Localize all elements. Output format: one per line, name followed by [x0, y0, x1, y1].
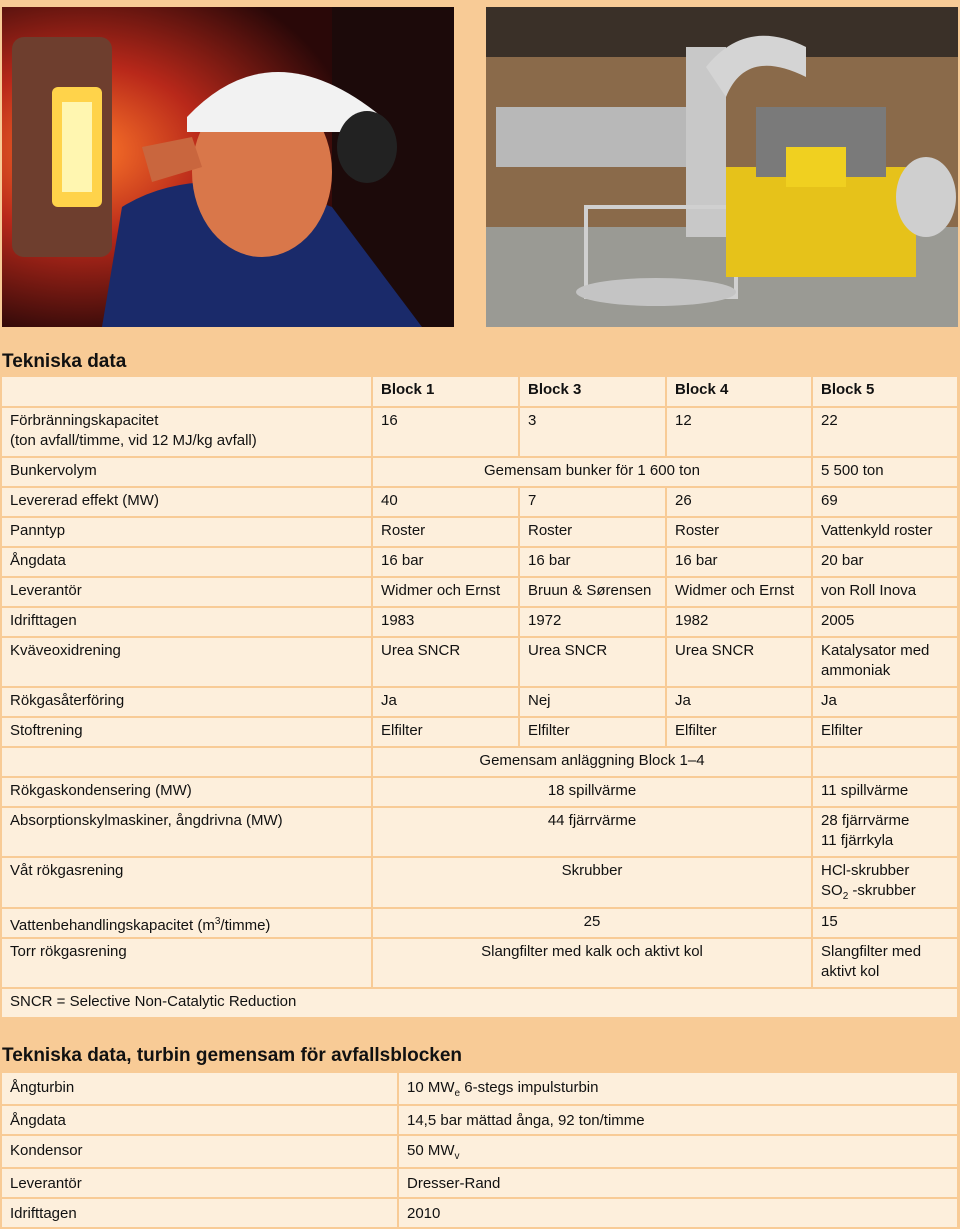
cell: Ja	[666, 687, 812, 717]
cell-line: Katalysator med	[821, 642, 930, 659]
row-idrifttagen	[2, 607, 958, 637]
header-block-5: Block 5	[812, 377, 958, 407]
header-block-1: Block 1	[372, 377, 519, 407]
tekniska-data-title: Tekniska data	[2, 351, 127, 372]
row-rokgasaterforing	[2, 687, 958, 717]
cell: Elfilter	[812, 717, 958, 747]
row-turbin-angdata	[2, 1105, 958, 1135]
cell: 5 500 ton	[812, 457, 958, 487]
cell: Elfilter	[519, 717, 666, 747]
cell-shared: Skrubber	[372, 857, 812, 908]
cell-line: 11 fjärrkyla	[821, 832, 894, 849]
row-label: Idrifttagen	[2, 1198, 398, 1228]
row-turbin-idrifttagen	[2, 1198, 958, 1228]
cell	[398, 1073, 958, 1105]
row-angturbin	[2, 1073, 958, 1105]
cell: 2005	[812, 607, 958, 637]
cell-shared: 18 spillvärme	[372, 777, 812, 807]
cell-line: 28 fjärrvärme	[821, 812, 910, 829]
header-empty	[2, 377, 372, 407]
row-label: Ångturbin	[2, 1073, 398, 1105]
cell: Urea SNCR	[372, 637, 519, 687]
label-post: /timme)	[220, 917, 271, 934]
photo-worker-inspection	[2, 7, 454, 327]
row-leverantor	[2, 577, 958, 607]
row-forbranning	[2, 407, 958, 457]
cell	[398, 1135, 958, 1168]
row-label: Stoftrening	[2, 717, 372, 747]
cell: 69	[812, 487, 958, 517]
row-label: Idrifttagen	[2, 607, 372, 637]
cell	[812, 857, 958, 908]
cell-shared: Gemensam bunker för 1 600 ton	[372, 457, 812, 487]
turbin-data-table	[2, 1073, 959, 1229]
cell: Nej	[519, 687, 666, 717]
row-label: Panntyp	[2, 517, 372, 547]
value-pre: 50 MW	[407, 1142, 455, 1159]
cell: 2010	[398, 1198, 958, 1228]
value-pre: 10 MW	[407, 1079, 455, 1096]
cell: Widmer och Ernst	[666, 577, 812, 607]
cell: Roster	[372, 517, 519, 547]
cell: 1972	[519, 607, 666, 637]
cell: 16 bar	[519, 547, 666, 577]
row-label	[2, 908, 372, 938]
header-block-3: Block 3	[519, 377, 666, 407]
row-label: Bunkervolym	[2, 457, 372, 487]
cell: 11 spillvärme	[812, 777, 958, 807]
row-label: Ångdata	[2, 547, 372, 577]
cell-line: aktivt kol	[821, 963, 880, 980]
label-line: Förbränningskapacitet	[10, 412, 159, 429]
row-label: Rökgaskondensering (MW)	[2, 777, 372, 807]
row-angdata	[2, 547, 958, 577]
row-label: Absorptionskylmaskiner, ångdrivna (MW)	[2, 807, 372, 857]
row-label: Våt rökgasrening	[2, 857, 372, 908]
cell: Bruun & Sørensen	[519, 577, 666, 607]
row-vattenbehandling	[2, 908, 958, 938]
label-line: (ton avfall/timme, vid 12 MJ/kg avfall)	[10, 432, 257, 449]
cell: 16 bar	[372, 547, 519, 577]
cell-line: Slangfilter med	[821, 943, 922, 960]
turbin-data-title: Tekniska data, turbin gemensam för avfallsblocken	[2, 1045, 463, 1066]
cell-line: HCl-skrubber	[821, 862, 910, 879]
row-stoftrening	[2, 717, 958, 747]
cell: Urea SNCR	[519, 637, 666, 687]
cell: 14,5 bar mättad ånga, 92 ton/timme	[398, 1105, 958, 1135]
row-label: Kondensor	[2, 1135, 398, 1168]
value-post: 6-stegs impulsturbin	[460, 1079, 599, 1096]
cell-shared: 25	[372, 908, 812, 938]
cell: 1983	[372, 607, 519, 637]
skrubber-text: -skrubber	[848, 882, 916, 899]
cell: Roster	[519, 517, 666, 547]
row-bunker	[2, 457, 958, 487]
row-effekt	[2, 487, 958, 517]
subscript-e: e	[454, 1088, 461, 1099]
cell: Elfilter	[372, 717, 519, 747]
row-kondensor	[2, 1135, 958, 1168]
row-label	[2, 407, 372, 457]
cell: 7	[519, 487, 666, 517]
cell	[812, 807, 958, 857]
row-label: Ångdata	[2, 1105, 398, 1135]
cell: Elfilter	[666, 717, 812, 747]
cell-line: ammoniak	[821, 662, 891, 679]
cell-shared: Gemensam anläggning Block 1–4	[372, 747, 812, 777]
row-label: Torr rökgasrening	[2, 938, 372, 988]
cell: 26	[666, 487, 812, 517]
table-header-row	[2, 377, 958, 407]
cell-shared: Slangfilter med kalk och aktivt kol	[372, 938, 812, 988]
footnote: SNCR = Selective Non-Catalytic Reduction	[2, 988, 958, 1018]
subscript-v: v	[454, 1151, 460, 1162]
cell-line	[821, 881, 949, 907]
cell-empty	[812, 747, 958, 777]
row-label: Leverantör	[2, 1168, 398, 1198]
label-pre: Vattenbehandlingskapacitet (m	[10, 917, 215, 934]
row-turbin-leverantor	[2, 1168, 958, 1198]
cell: Urea SNCR	[666, 637, 812, 687]
row-footnote	[2, 988, 958, 1018]
cell: Roster	[666, 517, 812, 547]
cell: Vattenkyld roster	[812, 517, 958, 547]
cell-shared: 44 fjärrvärme	[372, 807, 812, 857]
cell: Dresser-Rand	[398, 1168, 958, 1198]
row-label: Kväveoxidrening	[2, 637, 372, 687]
row-label: Leverantör	[2, 577, 372, 607]
cell: Widmer och Ernst	[372, 577, 519, 607]
photo-plant-hall	[486, 7, 958, 327]
so-text: SO	[821, 882, 843, 899]
cell: 20 bar	[812, 547, 958, 577]
cell	[812, 938, 958, 988]
cell: 3	[519, 407, 666, 457]
row-torr-rokgasrening	[2, 938, 958, 988]
superscript-3: 3	[214, 916, 221, 927]
cell: 1982	[666, 607, 812, 637]
cell: 15	[812, 908, 958, 938]
row-panntyp	[2, 517, 958, 547]
tekniska-data-table	[2, 377, 959, 1019]
header-block-4: Block 4	[666, 377, 812, 407]
cell: 22	[812, 407, 958, 457]
row-gemensam-anlaggning	[2, 747, 958, 777]
row-kvaveoxidrening	[2, 637, 958, 687]
cell: von Roll Inova	[812, 577, 958, 607]
cell: 12	[666, 407, 812, 457]
row-label: Rökgasåterföring	[2, 687, 372, 717]
row-absorption	[2, 807, 958, 857]
subscript-2: 2	[842, 891, 849, 902]
cell: Ja	[372, 687, 519, 717]
row-rokgaskondensering	[2, 777, 958, 807]
row-label: Levererad effekt (MW)	[2, 487, 372, 517]
cell: 16	[372, 407, 519, 457]
cell-empty	[2, 747, 372, 777]
cell	[812, 637, 958, 687]
cell: 16 bar	[666, 547, 812, 577]
cell: Ja	[812, 687, 958, 717]
cell: 40	[372, 487, 519, 517]
row-vat-rokgasrening	[2, 857, 958, 908]
